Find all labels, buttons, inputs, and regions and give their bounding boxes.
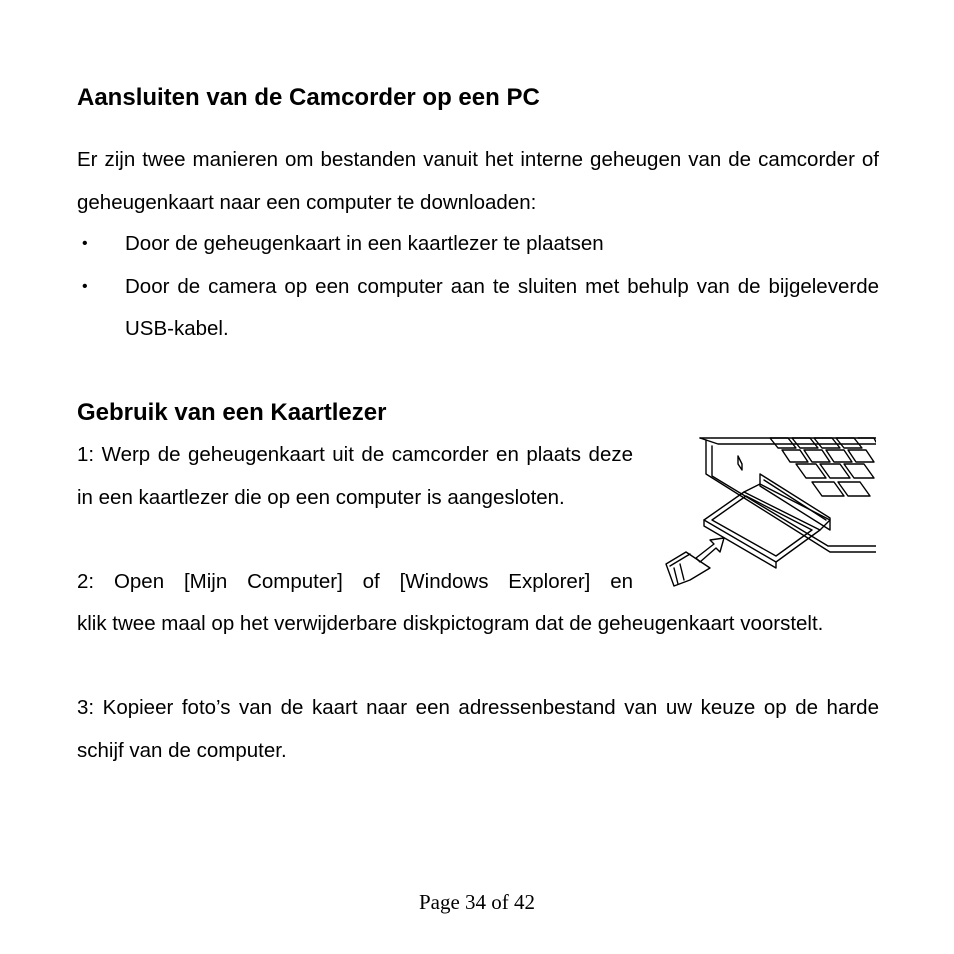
section-heading-card-reader: Gebruik van een Kaartlezer [77,399,387,426]
method-list [77,223,879,351]
card-reader-icon [704,484,830,568]
step-2-paragraph-first-line: 2: Open [Mijn Computer] of [Windows Explorer] en [77,570,633,593]
step-3-paragraph: 3: Kopieer foto’s van de kaart naar een adressenbestand van uw keuze op de harde schijf van de computer. [77,696,879,762]
laptop-icon [700,438,876,552]
list-item: • Door de camera op een computer aan te sluiten met behulp van de bijgeleverde USB-kabel. [77,266,879,351]
bullet-icon: • [82,235,88,252]
intro-paragraph: Er zijn twee manieren om bestanden vanuit het interne geheugen van de camcorder of geheugenkaart naar een computer te downloaden: [77,148,879,214]
step-2-paragraph-continued: klik twee maal op het verwijderbare diskpictogram dat de geheugenkaart voorstelt. [77,612,824,635]
step-1-paragraph: 1: Werp de geheugenkaart uit de camcorder en plaats deze in een kaartlezer die op een computer is aangesloten. [77,443,633,509]
list-item: • Door de geheugenkaart in een kaartlezer te plaatsen [77,223,879,266]
card-reader-illustration [660,434,876,596]
section-heading-connect-pc: Aansluiten van de Camcorder op een PC [77,84,540,111]
bullet-icon: • [82,277,88,295]
page-number: Page 34 of 42 [418,890,536,914]
sd-card-icon [666,552,710,586]
insert-arrow-icon [696,538,724,562]
